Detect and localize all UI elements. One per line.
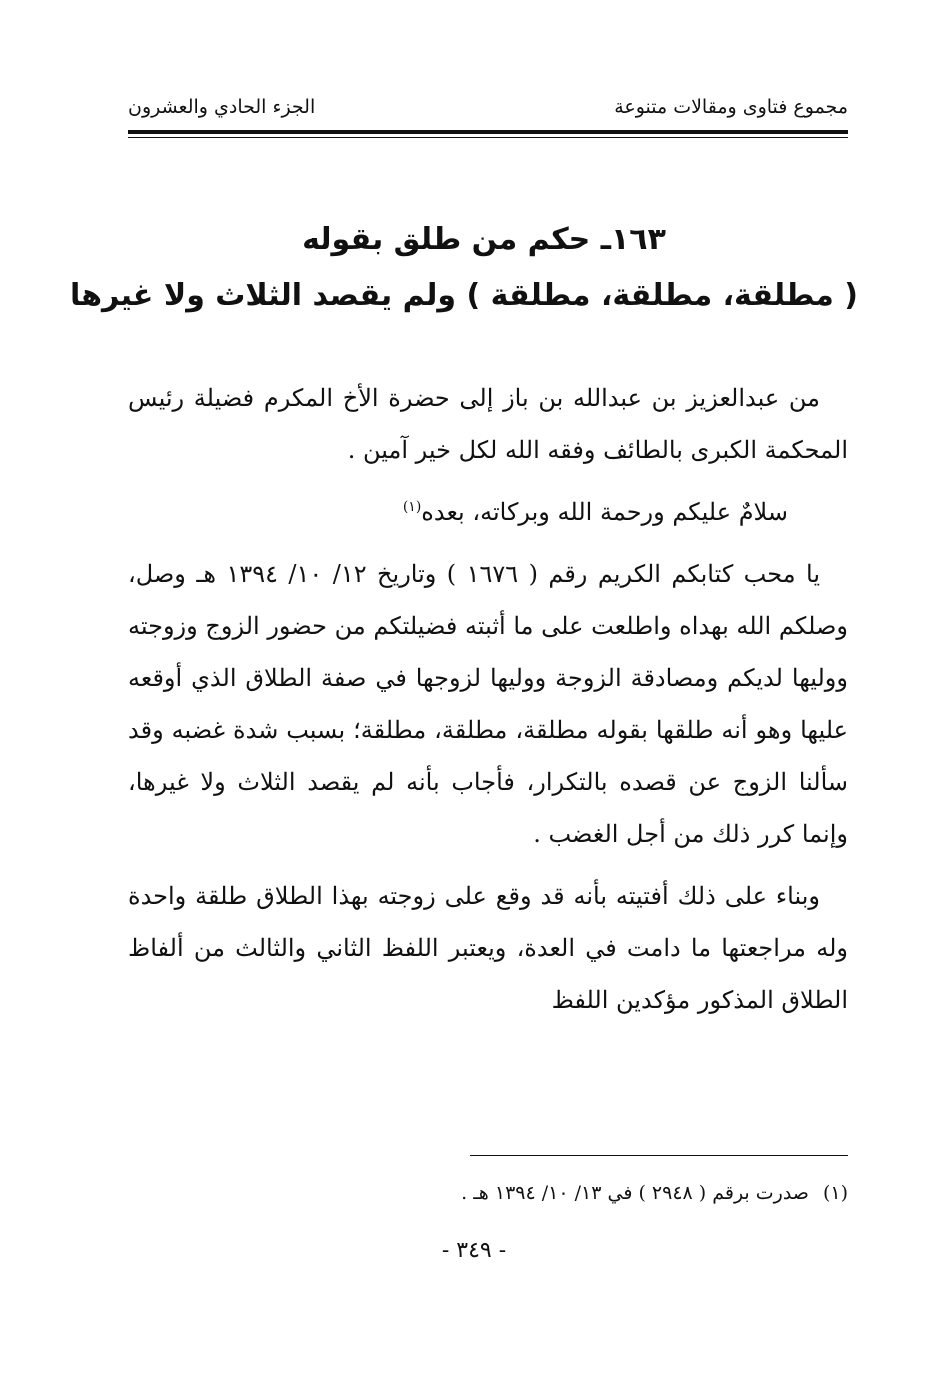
title-line-1: ١٦٣ـ حكم من طلق بقوله	[302, 222, 666, 257]
running-header	[128, 92, 848, 126]
salutation-text: سلامٌ عليكم ورحمة الله وبركاته، بعده	[421, 498, 788, 526]
volume-label: الجزء الحادي والعشرون	[128, 96, 316, 118]
salutation-paragraph	[128, 486, 848, 538]
footnote-marker: (١)	[822, 1182, 848, 1204]
paragraph-2: وبناء على ذلك أفتيته بأنه قد وقع على زوجته بهذا الطلاق طلقة واحدة وله مراجعتها ما دامت في العدة، ويعتبر اللفظ الثاني والثالث من ألفاظ الطلاق المذكور مؤكدين اللفظ	[128, 882, 848, 1014]
header-rule-thin	[128, 137, 848, 138]
footnote-text: صدرت برقم ( ٢٩٤٨ ) في ١٣/ ١٠/ ١٣٩٤ هـ .	[461, 1182, 809, 1204]
address-paragraph: من عبدالعزيز بن عبدالله بن باز إلى حضرة الأخ المكرم فضيلة رئيس المحكمة الكبرى بالطائف وفقه الله لكل خير آمين .	[128, 384, 848, 464]
header-rule-thick	[128, 130, 848, 134]
book-title: مجموع فتاوى ومقالات متنوعة	[614, 96, 848, 118]
article-body	[128, 372, 848, 1036]
page-number: - ٣٤٩ -	[441, 1238, 507, 1263]
footnote-reference: (١)	[402, 499, 422, 515]
paragraph-1: يا محب كتابكم الكريم رقم ( ١٦٧٦ ) وتاريخ ١٢/ ١٠/ ١٣٩٤ هـ وصل، وصلكم الله بهداه واطلعت على ما أثبته فضيلتكم من حضور الزوج وزوجته ووليها لديكم ومصادقة الزوجة ووليها لزوجها في صفة الطلاق الذي أوقعه عليها وهو أنه طلقها بقوله مطلقة، مطلقة، مطلقة؛ بسبب شدة غضبه وقد سألنا الزوج عن قصده بالتكرار، فأجاب بأنه لم يقصد الثلاث ولا غيرها، وإنما كرر ذلك من أجل الغضب .	[128, 560, 848, 848]
title-line-2: ( مطلقة، مطلقة، مطلقة ) ولم يقصد الثلاث ولا غيرها	[69, 278, 858, 313]
footnote	[128, 1182, 848, 1204]
article-title	[69, 212, 858, 324]
footnote-rule	[470, 1155, 848, 1156]
